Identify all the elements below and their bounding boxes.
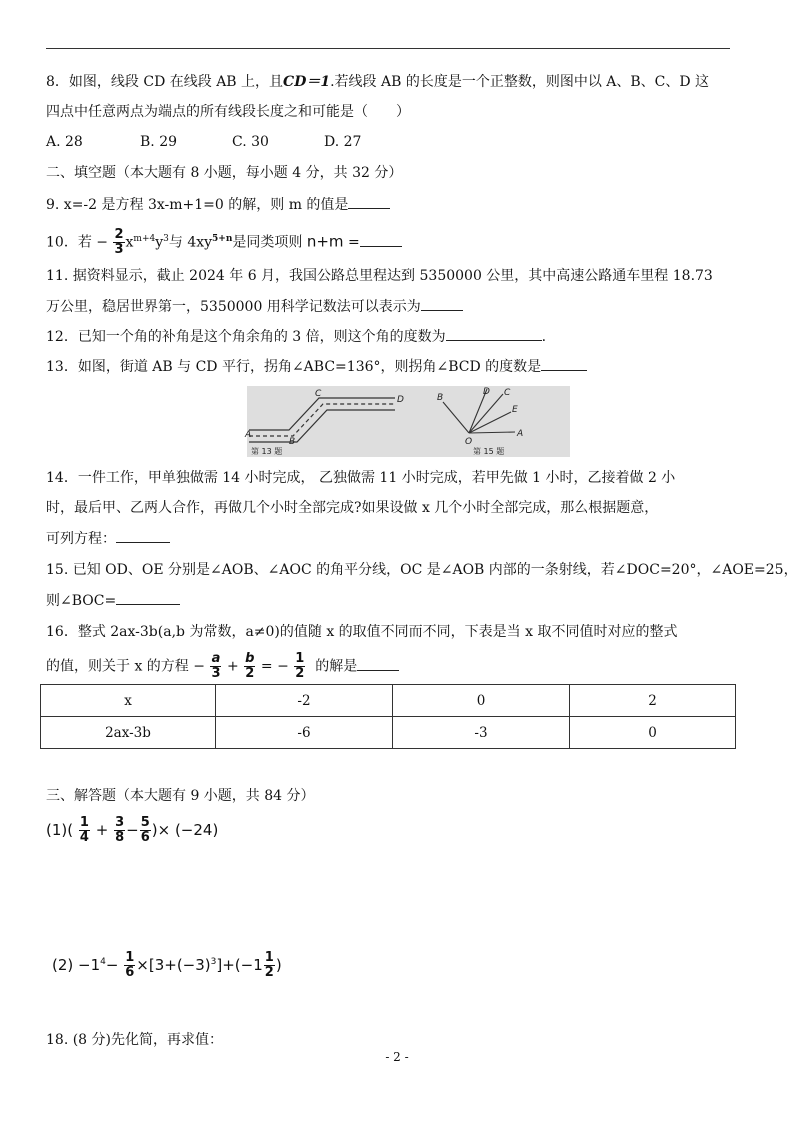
figure13-caption: 第 13 题 xyxy=(251,447,283,456)
page-number: - 2 - xyxy=(385,1050,409,1064)
value-table xyxy=(40,684,736,749)
fraction-b-2: $\frac{b}{2}$ xyxy=(245,651,255,681)
svg-text:O: O xyxy=(465,437,473,447)
answer-blank[interactable] xyxy=(116,590,180,605)
q14-line3: 可列方程： xyxy=(46,528,170,549)
q13: 13．如图，街道 AB 与 CD 平行，拐角∠ABC=136°，则拐角∠BCD 的度数是 xyxy=(46,356,587,377)
q10: 10．若 − $\frac{2}{3}$ $x^{m+4}y^3$与 $4xy^{5+n}$是同类项则 n+m = xyxy=(46,226,402,257)
q8-options xyxy=(46,132,361,152)
svg-text:A: A xyxy=(245,430,252,440)
q18: 18. (8 分)先化简，再求值： xyxy=(46,1032,223,1048)
answer-blank[interactable] xyxy=(360,232,402,247)
figure15-caption: 第 15 题 xyxy=(473,447,505,456)
q16-line2: 的值，则关于 x 的方程 − $\frac{a}{3}$ + $\frac{b}{2}$ = − $\frac{1}{2}$ 的解是 xyxy=(46,652,399,681)
option-d: D. 27 xyxy=(324,134,362,150)
q16-line1: 16．整式 2ax-3b(a,b 为常数，a≠0)的值随 x 的取值不同而不同，下表是当 x 取不同值时对应的整式 xyxy=(46,624,678,640)
answer-blank[interactable] xyxy=(116,528,170,543)
answer-blank[interactable] xyxy=(357,656,399,671)
section3-heading: 三、解答题（本大题有 9 小题，共 84 分） xyxy=(46,788,315,804)
q15-line2: 则∠BOC= xyxy=(46,590,180,611)
fraction-2-3: $\frac{2}{3}$ xyxy=(114,227,124,258)
option-a: A. 28 xyxy=(46,134,83,150)
answer-blank[interactable] xyxy=(541,356,587,371)
table-row: x -2 0 2 xyxy=(41,685,736,717)
q8-line2: 四点中任意两点为端点的所有线段长度之和可能是（ ） xyxy=(46,104,410,120)
answer-blank[interactable] xyxy=(348,194,390,209)
q11-line2: 万公里，稳居世界第一，5350000 用科学记数法可以表示为 xyxy=(46,296,463,317)
figure-13-15 xyxy=(247,386,570,457)
svg-text:C: C xyxy=(315,389,322,399)
q15-line1: 15. 已知 OD、OE 分别是∠AOB、∠AOC 的角平分线，OC 是∠AOB 内部的一条射线，若∠DOC=20°，∠AOE=25， xyxy=(46,562,798,578)
svg-text:B: B xyxy=(437,393,444,403)
section2-heading: 二、填空题（本大题有 8 小题，每小题 4 分，共 32 分） xyxy=(46,165,403,181)
fraction-a-3: $\frac{a}{3}$ xyxy=(211,651,221,681)
q12: 12．已知一个角的补角是这个角余角的 3 倍，则这个角的度数为 . xyxy=(46,326,546,347)
svg-text:B: B xyxy=(289,437,296,447)
fraction-1-2: $\frac{1}{2}$ xyxy=(295,651,305,681)
answer-blank[interactable] xyxy=(421,296,463,311)
svg-text:D: D xyxy=(397,395,404,405)
option-c: C. 30 xyxy=(232,134,269,150)
answer-blank[interactable] xyxy=(446,326,542,341)
calc-problem-2: $(2) -1^4-$ $\frac{1}{6}$ $\times[3+(-3)^3]+(-1$ $\frac{1}{2}$ ) xyxy=(52,950,282,980)
q11-line1: 11. 据资料显示，截止 2024 年 6 月，我国公路总里程达到 5350000 公里，其中高速公路通车里程 18.73 xyxy=(46,268,713,284)
q9: 9. x=-2 是方程 3x-m+1=0 的解，则 m 的值是 xyxy=(46,194,390,215)
q8-line1: 8．如图，线段 CD 在线段 AB 上，且CD＝1.若线段 AB 的长度是一个正整数，则图中以 A、B、C、D 这 xyxy=(46,74,710,90)
street-diagram xyxy=(249,398,395,442)
q14-line2: 时，最后甲、乙两人合作，再做几个小时全部完成?如果设做 x 几个小时全部完成，那么根据题意， xyxy=(46,500,659,516)
header-rule xyxy=(46,48,730,49)
table-row: 2ax-3b -6 -3 0 xyxy=(41,717,736,749)
svg-text:D: D xyxy=(483,387,490,397)
svg-text:E: E xyxy=(512,405,518,415)
option-b: B. 29 xyxy=(140,134,178,150)
svg-text:C: C xyxy=(504,388,511,398)
svg-text:A: A xyxy=(517,429,524,439)
q14-line1: 14．一件工作，甲单独做需 14 小时完成， 乙独做需 11 小时完成，若甲先做 1 小时，乙接着做 2 小 xyxy=(46,470,676,486)
calc-problem-1: (1)( $\frac{1}{4}$ + $\frac{3}{8}$ − $\frac{5}{6}$ )× (−24) xyxy=(46,815,219,845)
